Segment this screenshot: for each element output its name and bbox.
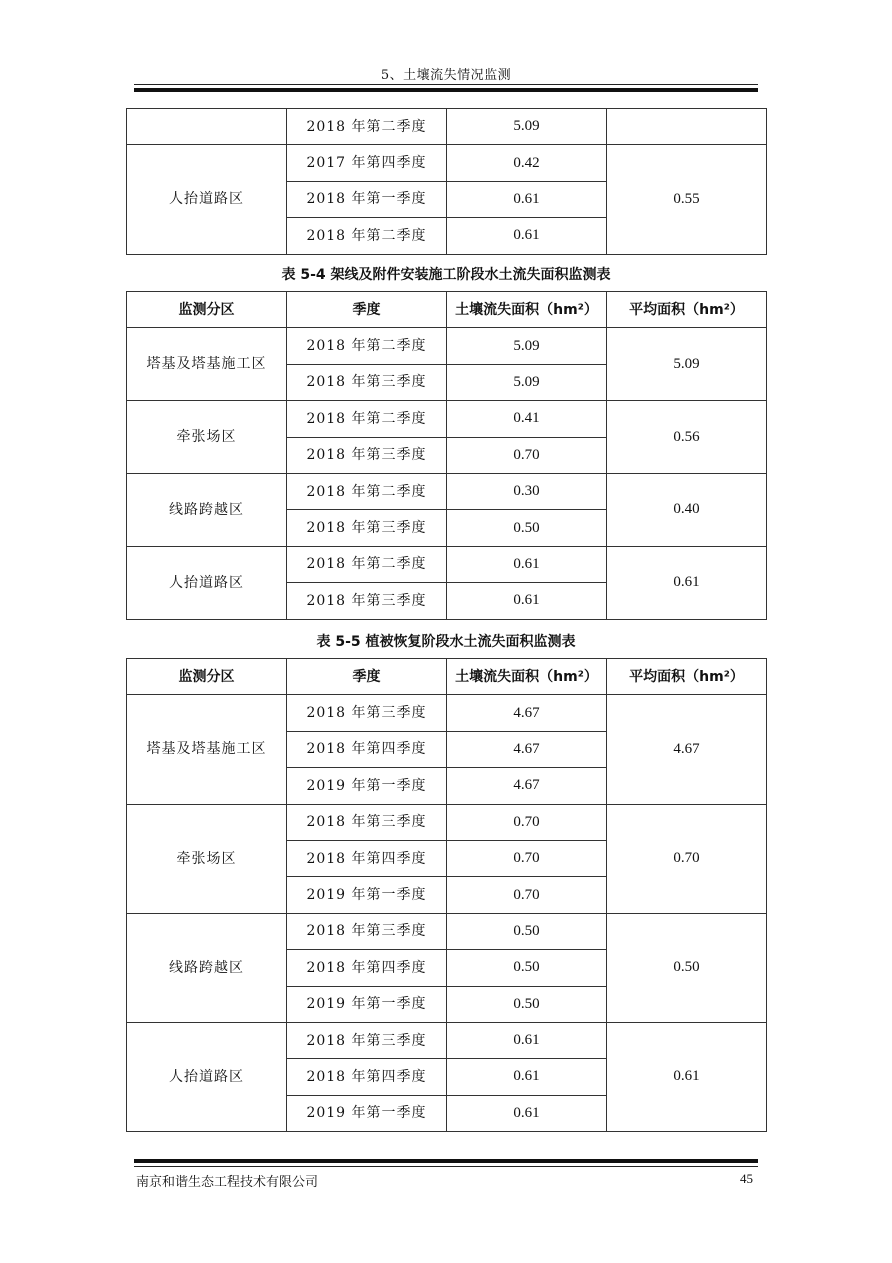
quarter-cell: 2018 年第三季度: [287, 1022, 447, 1058]
col-header-quarter: 季度: [287, 659, 447, 695]
zone-cell: 人抬道路区: [127, 145, 287, 254]
area-cell: 0.42: [447, 145, 607, 181]
area-cell: 0.61: [447, 583, 607, 619]
table-row: [127, 546, 767, 582]
area-cell: 0.61: [447, 181, 607, 217]
table-5-4: [126, 291, 767, 620]
area-cell: 5.09: [447, 364, 607, 400]
col-header-area: 土壤流失面积（hm²）: [447, 292, 607, 328]
page-header-title: 5、土壤流失情况监测: [380, 68, 512, 83]
table-5-5-caption: 表 5-5 植被恢复阶段水土流失面积监测表: [316, 634, 576, 650]
quarter-cell: 2018 年第三季度: [287, 804, 447, 840]
quarter-cell: 2019 年第一季度: [287, 1095, 447, 1131]
area-cell: 0.61: [447, 1022, 607, 1058]
footer-rule-thick: [134, 1159, 758, 1163]
quarter-cell: 2018 年第一季度: [287, 181, 447, 217]
area-cell: 0.61: [447, 546, 607, 582]
zone-cell-empty: [127, 109, 287, 145]
area-cell: 0.61: [447, 218, 607, 254]
quarter-cell: 2017 年第四季度: [287, 145, 447, 181]
continued-table: [126, 108, 767, 255]
quarter-cell: 2019 年第一季度: [287, 986, 447, 1022]
quarter-cell: 2018 年第三季度: [287, 364, 447, 400]
header-rule-thin: [134, 84, 758, 85]
table-row: [127, 401, 767, 437]
area-cell: 0.70: [447, 840, 607, 876]
quarter-cell: 2018 年第二季度: [287, 328, 447, 364]
area-cell: 0.50: [447, 913, 607, 949]
col-header-zone: 监测分区: [127, 659, 287, 695]
area-cell: 0.70: [447, 804, 607, 840]
area-cell: 0.50: [447, 986, 607, 1022]
quarter-cell: 2018 年第三季度: [287, 913, 447, 949]
table-5-5: [126, 658, 767, 1132]
quarter-cell: 2018 年第三季度: [287, 583, 447, 619]
avg-cell: 0.56: [607, 401, 767, 474]
avg-cell: 0.40: [607, 473, 767, 546]
zone-cell: 线路跨越区: [127, 473, 287, 546]
quarter-cell: 2018 年第四季度: [287, 731, 447, 767]
area-cell: 0.30: [447, 473, 607, 509]
footer-company: 南京和谐生态工程技术有限公司: [136, 1175, 319, 1190]
avg-cell: 0.61: [607, 546, 767, 619]
quarter-cell: 2018 年第四季度: [287, 950, 447, 986]
table-row: [127, 1022, 767, 1058]
quarter-cell: 2018 年第三季度: [287, 437, 447, 473]
col-header-zone: 监测分区: [127, 292, 287, 328]
quarter-cell: 2019 年第一季度: [287, 768, 447, 804]
avg-cell: 0.61: [607, 1022, 767, 1131]
quarter-cell: 2018 年第三季度: [287, 510, 447, 546]
col-header-area: 土壤流失面积（hm²）: [447, 659, 607, 695]
page-number: 45: [740, 1171, 753, 1186]
avg-cell: 0.50: [607, 913, 767, 1022]
area-cell: 4.67: [447, 731, 607, 767]
area-cell: 0.50: [447, 510, 607, 546]
area-cell: 0.41: [447, 401, 607, 437]
area-cell: 0.70: [447, 877, 607, 913]
zone-cell: 塔基及塔基施工区: [127, 328, 287, 401]
area-cell: 4.67: [447, 695, 607, 731]
avg-cell: 0.70: [607, 804, 767, 913]
area-cell: 0.70: [447, 437, 607, 473]
col-header-quarter: 季度: [287, 292, 447, 328]
table-header-row: [127, 292, 767, 328]
avg-cell: 5.09: [607, 328, 767, 401]
avg-cell-empty: [607, 109, 767, 145]
zone-cell: 人抬道路区: [127, 546, 287, 619]
quarter-cell: 2018 年第二季度: [287, 401, 447, 437]
area-cell: 0.61: [447, 1059, 607, 1095]
quarter-cell: 2018 年第四季度: [287, 840, 447, 876]
avg-cell: 0.55: [607, 145, 767, 254]
avg-cell: 4.67: [607, 695, 767, 804]
area-cell: 5.09: [447, 328, 607, 364]
table-row: [127, 695, 767, 731]
table-row: [127, 913, 767, 949]
col-header-avg: 平均面积（hm²）: [607, 292, 767, 328]
footer-rule-thin: [134, 1166, 758, 1167]
area-cell: 4.67: [447, 768, 607, 804]
col-header-avg: 平均面积（hm²）: [607, 659, 767, 695]
table-5-4-caption: 表 5-4 架线及附件安装施工阶段水土流失面积监测表: [281, 267, 611, 283]
zone-cell: 牵张场区: [127, 401, 287, 474]
table-row: [127, 109, 767, 145]
quarter-cell: 2018 年第二季度: [287, 473, 447, 509]
quarter-cell: 2018 年第四季度: [287, 1059, 447, 1095]
quarter-cell: 2018 年第三季度: [287, 695, 447, 731]
table-row: [127, 145, 767, 181]
table-header-row: [127, 659, 767, 695]
table-row: [127, 328, 767, 364]
zone-cell: 线路跨越区: [127, 913, 287, 1022]
quarter-cell: 2018 年第二季度: [287, 218, 447, 254]
zone-cell: 人抬道路区: [127, 1022, 287, 1131]
header-rule-thick: [134, 88, 758, 92]
quarter-cell: 2018 年第二季度: [287, 109, 447, 145]
zone-cell: 牵张场区: [127, 804, 287, 913]
table-row: [127, 804, 767, 840]
area-cell: 5.09: [447, 109, 607, 145]
area-cell: 0.50: [447, 950, 607, 986]
table-row: [127, 473, 767, 509]
quarter-cell: 2019 年第一季度: [287, 877, 447, 913]
zone-cell: 塔基及塔基施工区: [127, 695, 287, 804]
area-cell: 0.61: [447, 1095, 607, 1131]
quarter-cell: 2018 年第二季度: [287, 546, 447, 582]
